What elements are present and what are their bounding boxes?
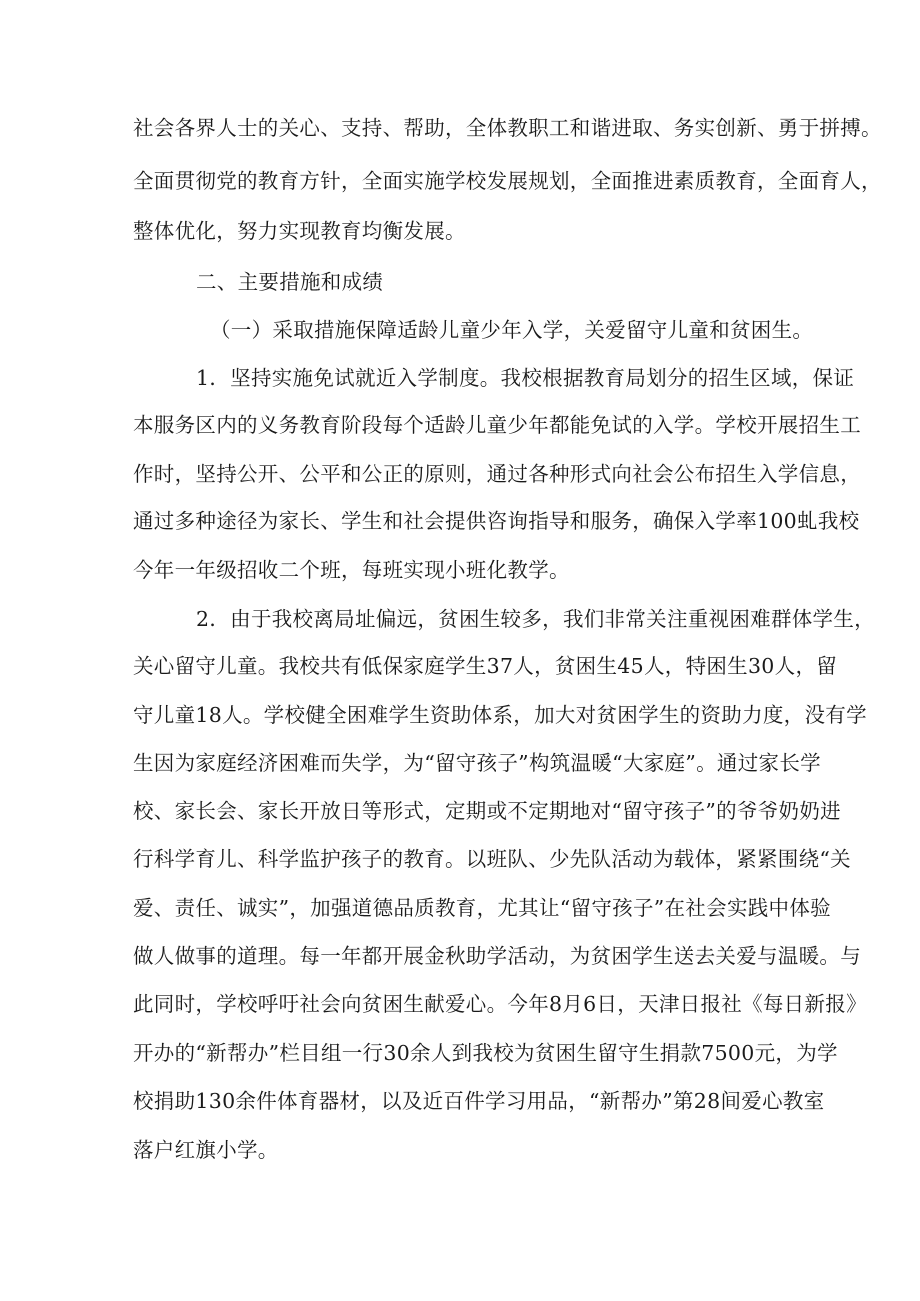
- paragraph-line: 2．由于我校离局址偏远，贫困生较多，我们非常关注重视困难群体学生，: [196, 607, 875, 631]
- paragraph-line: 社会各界人士的关心、支持、帮助，全体教职工和谐进取、务实创新、勇于拼搏。: [133, 116, 882, 140]
- paragraph-line: 做人做事的道理。每一年都开展金秋助学活动，为贫困学生送去关爱与温暖。与: [133, 944, 861, 968]
- paragraph-line: 关心留守儿童。我校共有低保家庭学生37人，贫困生45人，特困生30人，留: [133, 654, 838, 678]
- paragraph-line: 本服务区内的义务教育阶段每个适龄儿童少年都能免试的入学。学校开展招生工: [133, 413, 861, 437]
- paragraph-line: 校、家长会、家长开放日等形式，定期或不定期地对“留守孩子”的爷爷奶奶进: [133, 799, 841, 823]
- section-heading: 二、主要措施和成绩: [196, 270, 384, 294]
- paragraph-line: 行科学育儿、科学监护孩子的教育。以班队、少先队活动为载体，紧紧围绕“关: [133, 847, 851, 871]
- paragraph-line: 作时，坚持公开、公平和公正的原则，通过各种形式向社会公布招生入学信息，: [133, 462, 861, 486]
- paragraph-line: 爱、责任、诚实”，加强道德品质教育，尤其让“留守孩子”在社会实践中体验: [133, 896, 831, 920]
- paragraph-line: 整体优化，努力实现教育均衡发展。: [133, 219, 466, 243]
- paragraph-line: 落户红旗小学。: [133, 1138, 279, 1162]
- paragraph-line: 全面贯彻党的教育方针，全面实施学校发展规划，全面推进素质教育，全面育人，: [133, 169, 882, 193]
- paragraph-line: 1．坚持实施免试就近入学制度。我校根据教育局划分的招生区域，保证: [196, 366, 855, 390]
- paragraph-line: 通过多种途径为家长、学生和社会提供咨询指导和服务，确保入学率100虬我校: [133, 509, 860, 533]
- paragraph-line: 校捐助130余件体育器材，以及近百件学习用品，“新帮办”第28间爱心教室: [133, 1089, 825, 1113]
- subsection-heading: （一）采取措施保障适龄儿童少年入学，关爱留守儿童和贫困生。: [210, 318, 814, 342]
- paragraph-line: 守儿童18人。学校健全困难学生资助体系，加大对贫困学生的资助力度，没有学: [133, 703, 867, 727]
- paragraph-line: 开办的“新帮办”栏目组一行30余人到我校为贫困生留守生捐款7500元，为学: [133, 1041, 838, 1065]
- paragraph-line: 生因为家庭经济困难而失学，为“留守孩子”构筑温暖“大家庭”。通过家长学: [133, 751, 821, 775]
- paragraph-line: 今年一年级招收二个班，每班实现小班化教学。: [133, 558, 570, 582]
- paragraph-line: 此同时，学校呼吁社会向贫困生献爱心。今年8月6日，天津日报社《每日新报》: [133, 992, 867, 1016]
